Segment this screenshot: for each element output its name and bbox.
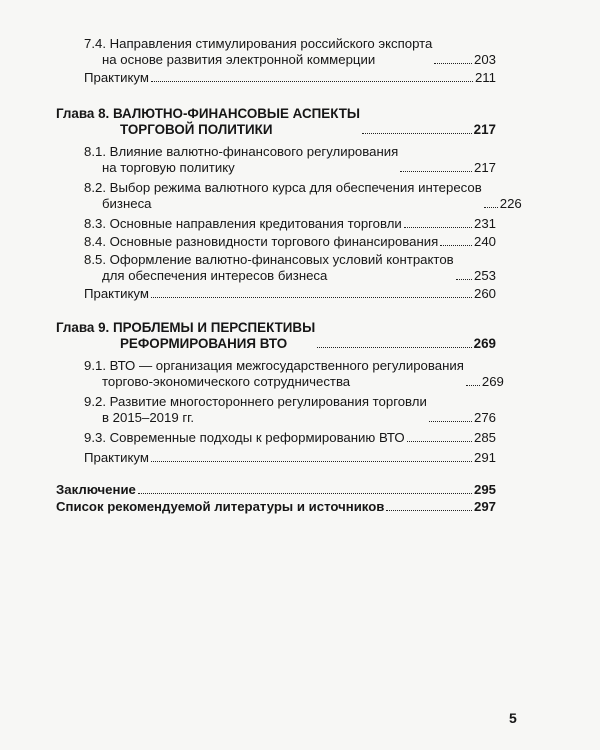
entry-title: 8.1. Влияние валютно-финансового регулирования [84,144,399,159]
toc-entry-9-1[interactable] [56,358,504,390]
toc-entry-practicum-7[interactable] [56,70,496,86]
dot-leader [484,207,498,208]
entry-title-cont: для обеспечения интересов бизнеса [102,268,328,283]
entry-title: Список рекомендуемой литературы и источников [56,499,385,514]
entry-page: 226 [499,196,522,211]
entry-title: Практикум [84,450,149,465]
entry-title: 9.2. Развитие многостороннего регулирования торговли [84,394,427,409]
toc-entry-practicum-8[interactable] [56,286,496,302]
dot-leader [440,245,472,246]
entry-title-cont: торгово-экономического сотрудничества [102,374,351,389]
page-number: 5 [509,710,517,726]
chapter-title: Глава 8. ВАЛЮТНО-ФИНАНСОВЫЕ АСПЕКТЫ [56,106,361,121]
entry-title: Практикум [84,70,149,85]
entry-title: 8.5. Оформление валютно-финансовых условий контрактов [84,252,454,267]
table-of-contents [56,36,522,515]
dot-leader [151,297,472,298]
entry-page: 231 [473,216,496,231]
entry-page: 217 [473,160,496,175]
dot-leader [151,461,472,462]
entry-title: 9.3. Современные подходы к реформированию ВТО [84,430,405,445]
entry-title: 7.4. Направления стимулирования российского экспорта [84,36,433,51]
entry-page: 295 [473,482,496,497]
toc-entry-8-4[interactable] [56,234,496,250]
toc-chapter-9[interactable] [56,320,496,352]
toc-entry-practicum-9[interactable] [56,450,496,466]
chapter-title: Глава 9. ПРОБЛЕМЫ И ПЕРСПЕКТИВЫ [56,320,316,335]
dot-leader [400,171,472,172]
entry-title-cont: на основе развития электронной коммерции [102,52,376,67]
chapter-title-cont: ТОРГОВОЙ ПОЛИТИКИ [120,122,273,137]
entry-page: 269 [481,374,504,389]
entry-page: 269 [473,336,496,351]
entry-title-cont: на торговую политику [102,160,235,175]
dot-leader [151,81,473,82]
entry-title: 8.2. Выбор режима валютного курса для обеспечения интересов [84,180,482,195]
entry-title-cont: бизнеса [102,196,152,211]
dot-leader [386,510,472,511]
toc-entry-conclusion[interactable] [56,482,496,498]
entry-title: Практикум [84,286,149,301]
toc-entry-9-3[interactable] [56,430,496,446]
entry-page: 203 [473,52,496,67]
toc-chapter-8[interactable] [56,106,496,138]
dot-leader [362,133,472,134]
dot-leader [317,347,471,348]
dot-leader [138,493,472,494]
entry-page: 253 [473,268,496,283]
entry-page: 285 [473,430,496,445]
entry-title: Заключение [56,482,136,497]
toc-entry-7-4[interactable] [56,36,496,68]
toc-entry-literature[interactable] [56,499,496,515]
toc-entry-8-5[interactable] [56,252,496,284]
dot-leader [456,279,472,280]
entry-page: 291 [473,450,496,465]
dot-leader [407,441,472,442]
entry-page: 260 [473,286,496,301]
dot-leader [429,421,472,422]
chapter-title-cont: РЕФОРМИРОВАНИЯ ВТО [120,336,288,351]
toc-entry-8-2[interactable] [56,180,522,212]
entry-page: 217 [473,122,496,137]
entry-title: 8.4. Основные разновидности торгового финансирования [84,234,439,249]
toc-entry-8-3[interactable] [56,216,496,232]
dot-leader [434,63,472,64]
entry-page: 240 [473,234,496,249]
entry-title: 9.1. ВТО — организация межгосударственного регулирования [84,358,464,373]
entry-page: 211 [474,70,496,85]
entry-page: 297 [473,499,496,514]
entry-title: 8.3. Основные направления кредитования торговли [84,216,402,231]
dot-leader [466,385,480,386]
toc-entry-9-2[interactable] [56,394,496,426]
entry-title-cont: в 2015–2019 гг. [102,410,195,425]
dot-leader [404,227,472,228]
toc-entry-8-1[interactable] [56,144,496,176]
entry-page: 276 [473,410,496,425]
